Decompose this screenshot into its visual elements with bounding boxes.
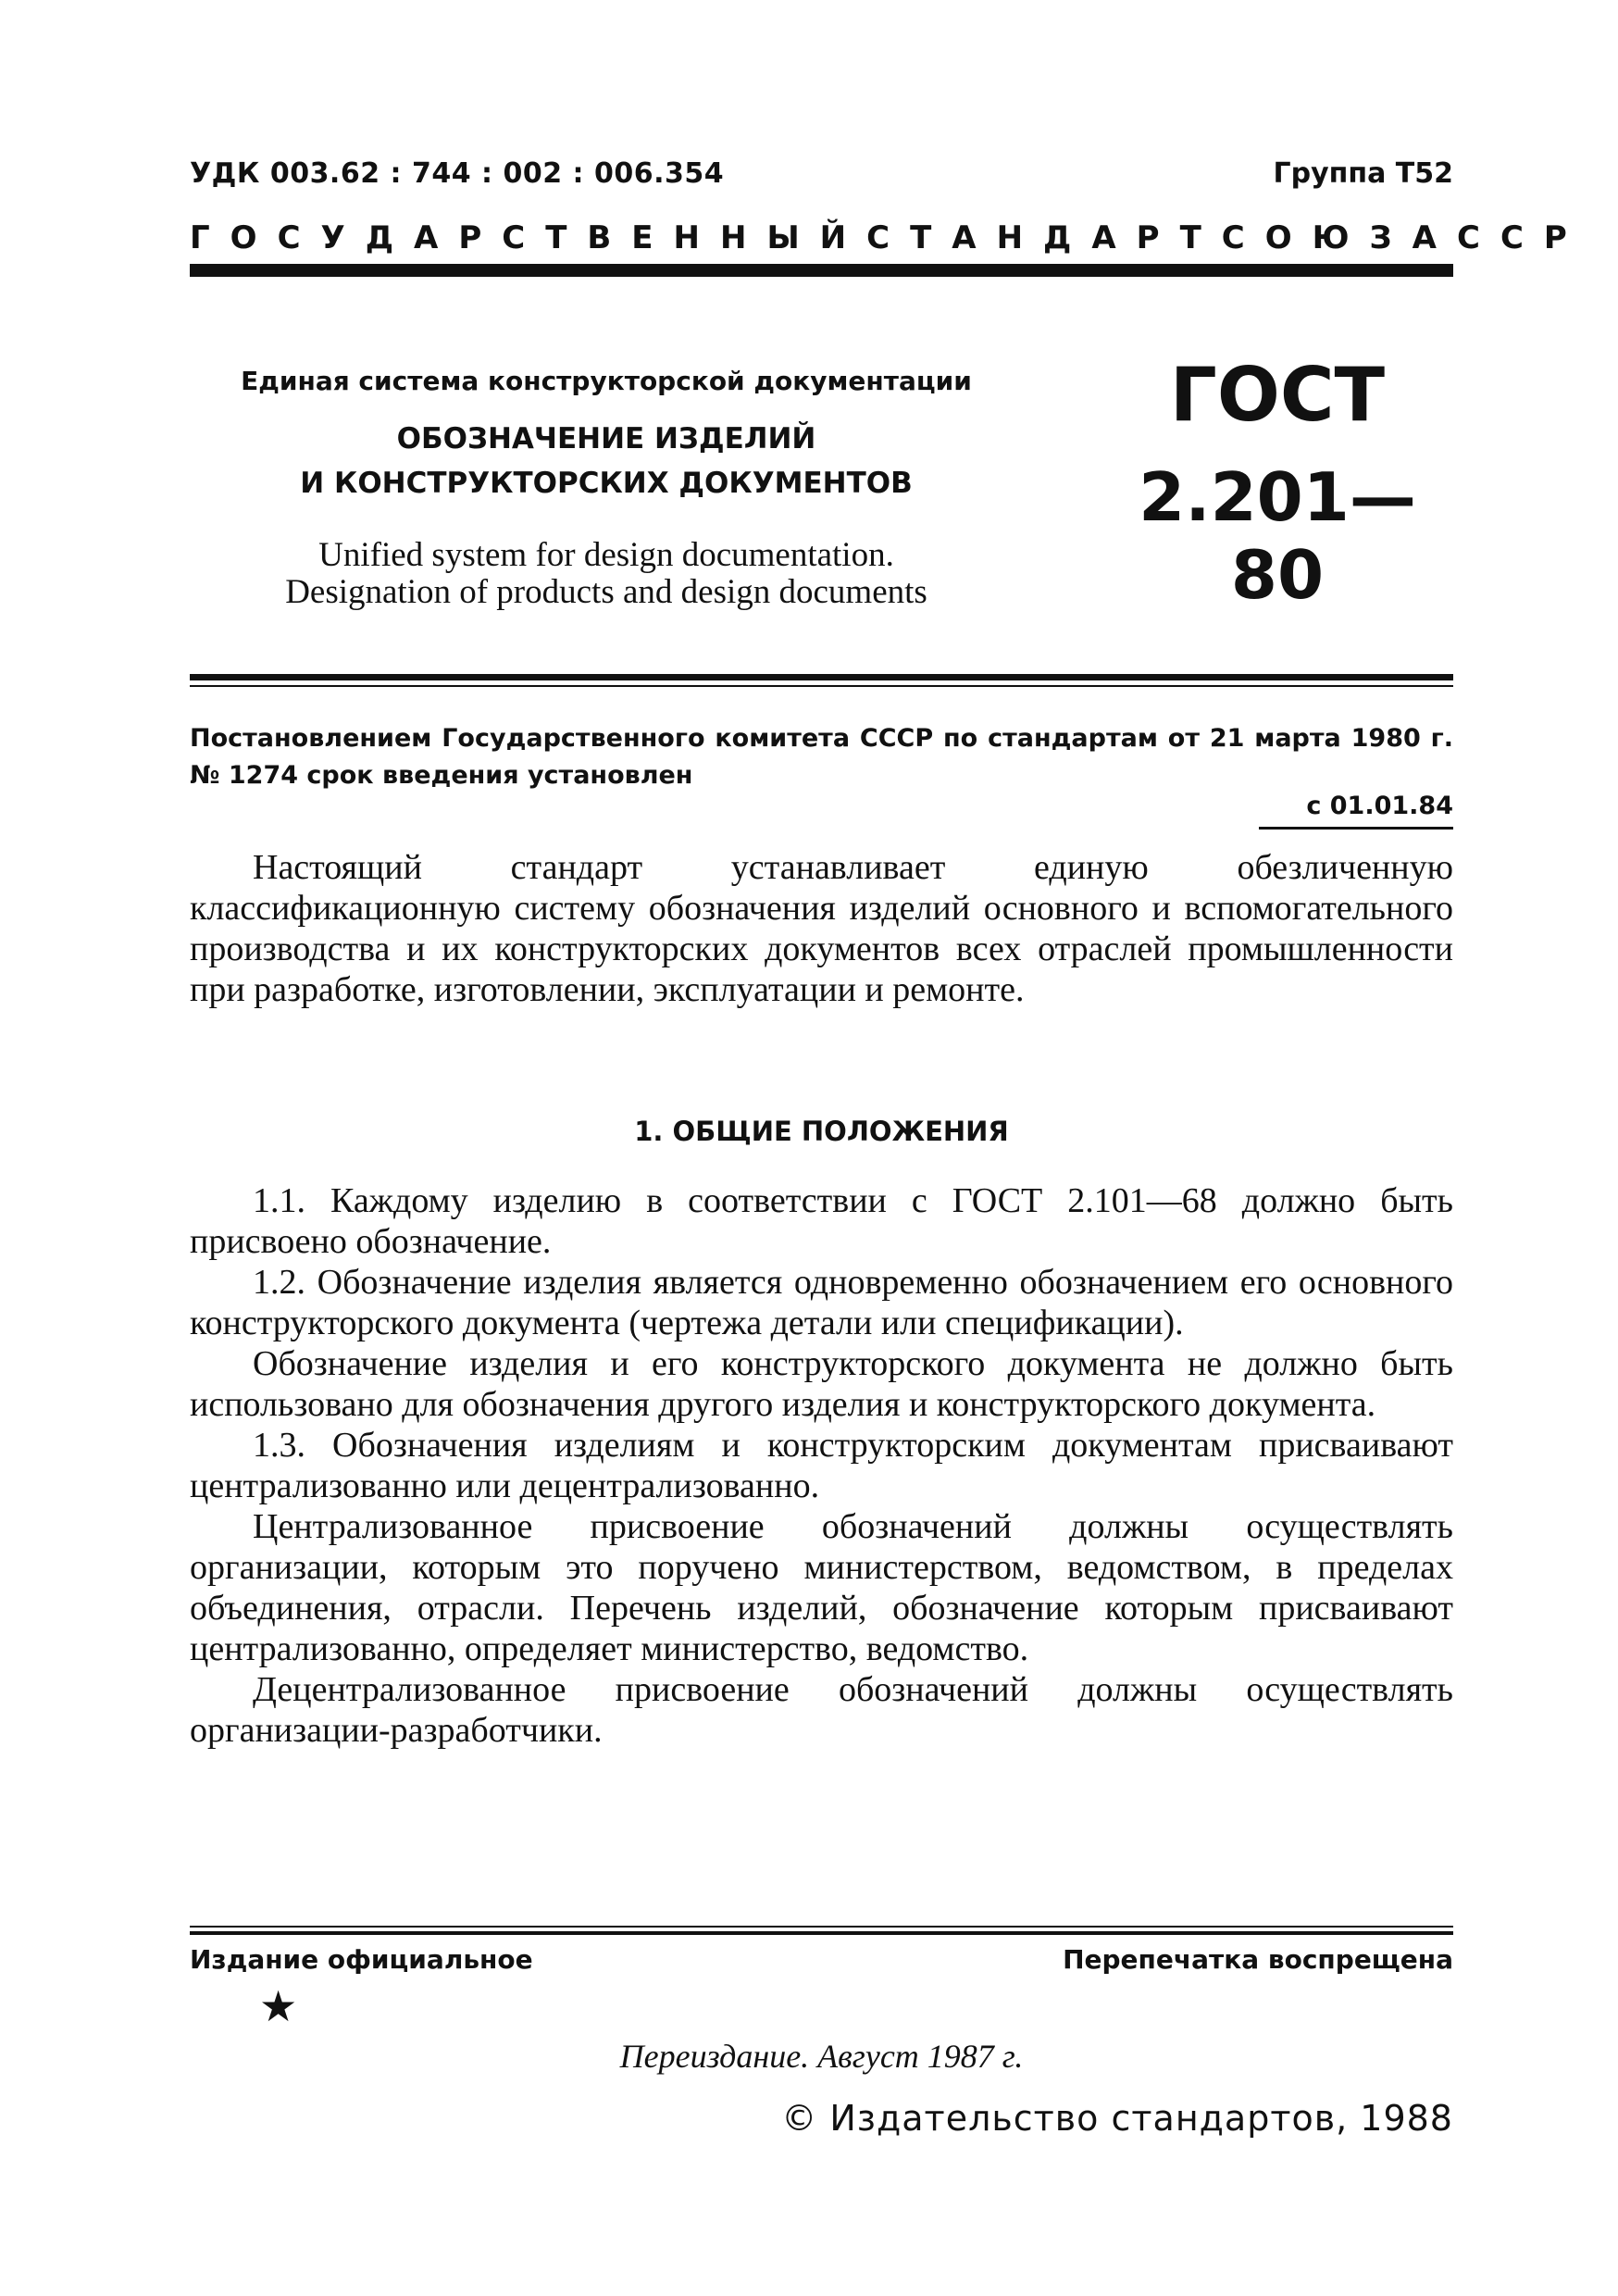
state-title-word-4: ССР: [1457, 219, 1587, 256]
effective-date-underline: [1259, 827, 1453, 830]
title-divider-thick: [190, 674, 1453, 680]
clause-paragraph: 1.2. Обозначение изделия является одновременно обозначением его основного конструкторского документа (чертежа детали или спецификации).: [190, 1263, 1453, 1342]
english-title-line-1: Unified system for design documentation.: [318, 536, 894, 574]
title-divider-thin: [190, 685, 1453, 687]
gost-number: 2.201—80: [1139, 458, 1416, 614]
reissue-note: Переиздание. Август 1987 г.: [619, 2038, 1024, 2075]
group-code: Группа Т52: [1273, 157, 1453, 190]
effective-date: с 01.01.84: [1306, 792, 1453, 820]
series-title: Единая система конструкторской документации: [241, 366, 972, 396]
intro-paragraph: Настоящий стандарт устанавливает единую обезличенную классификационную систему обозначения изделий основного и вспомогательного производства и их конструкторских документов всех отраслей промышленности при разработке, изготовлении, эксплуатации и ремонте.: [190, 848, 1453, 1009]
section-heading: 1. ОБЩИЕ ПОЛОЖЕНИЯ: [634, 1116, 1009, 1147]
decree-text: Постановлением Государственного комитета СССР по стандартам от 21 марта 1980 г. № 1274 срок введения установлен: [190, 724, 1453, 790]
document-title-line-1: ОБОЗНАЧЕНИЕ ИЗДЕЛИЙ: [396, 422, 816, 455]
gost-label: ГОСТ: [1169, 352, 1386, 438]
english-title: [190, 537, 1023, 611]
footer-divider-thin: [190, 1926, 1453, 1928]
footer-divider-thick: [190, 1931, 1453, 1935]
clause-paragraph: 1.1. Каждому изделию в соответствии с ГОСТ 2.101—68 должно быть присвоено обозначение.: [190, 1181, 1453, 1261]
section-body: [190, 1180, 1453, 1751]
state-title-word-3: СОЮЗА: [1221, 219, 1457, 256]
state-title-word-2: СТАНДАРТ: [866, 219, 1222, 256]
official-edition-label: Издание официальное: [190, 1944, 533, 1975]
english-title-line-2: Designation of products and design documents: [285, 573, 927, 611]
header-divider: [190, 264, 1453, 277]
state-title-word-1: ГОСУДАРСТВЕННЫЙ: [190, 219, 867, 256]
document-title: [190, 417, 1023, 505]
copyright-notice: © Издательство стандартов, 1988: [781, 2098, 1453, 2139]
state-standard-title: [190, 218, 1587, 258]
clause-paragraph: Обозначение изделия и его конструкторского документа не должно быть использовано для обозначения другого изделия и конструкторского документа.: [190, 1344, 1453, 1424]
clause-paragraph: 1.3. Обозначения изделиям и конструкторским документам присваивают централизованно или децентрализованно.: [190, 1426, 1453, 1505]
udk-code: УДК 003.62 : 744 : 002 : 006.354: [190, 157, 725, 190]
clause-paragraph: Децентрализованное присвоение обозначений должны осуществлять организации-разработчики.: [190, 1670, 1453, 1750]
clause-paragraph: Централизованное присвоение обозначений должны осуществлять организации, которым это поручено министерством, ведомством, в пределах объединения, отрасли. Перечень изделий, обозначение которым присваивают централизованно, определяет министерство, ведомство.: [190, 1507, 1453, 1668]
star-icon: ★: [259, 1981, 298, 2031]
document-title-line-2: И КОНСТРУКТОРСКИХ ДОКУМЕНТОВ: [300, 467, 913, 500]
reprint-ban-label: Перепечатка воспрещена: [1063, 1944, 1453, 1975]
